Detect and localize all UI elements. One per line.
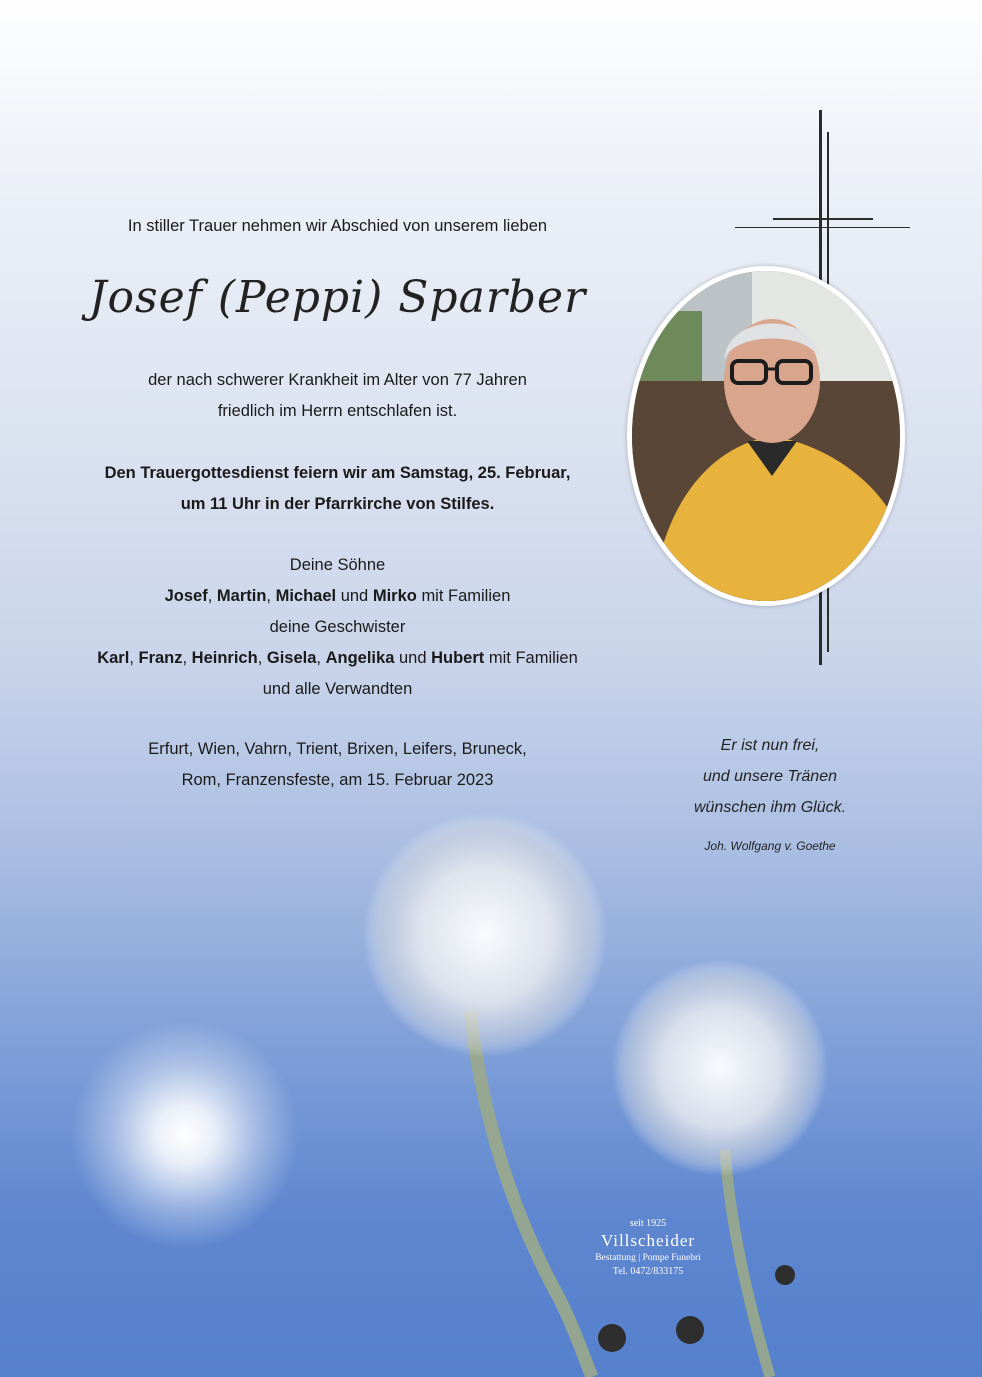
sons-heading: Deine Söhne (289, 556, 386, 574)
service-line-1: Den Trauergottesdienst feiern wir am Samstag, 25. Februar, (104, 464, 571, 482)
logo-brand: Villscheider (600, 1231, 696, 1250)
relatives-line: und alle Verwandten (262, 680, 413, 698)
intro-line: In stiller Trauer nehmen wir Abschied von unserem lieben (127, 217, 548, 235)
siblings-line: Karl, Franz, Heinrich, Gisela, Angelika und Hubert mit Familien (97, 649, 578, 667)
quote-line-1: Er ist nun frei, (720, 737, 820, 754)
sibling-name: Karl (97, 649, 130, 667)
quote (660, 730, 880, 823)
service-text (60, 458, 615, 520)
with-families: mit Familien (421, 587, 511, 605)
son-name: Martin (216, 587, 267, 605)
portrait-illustration (632, 271, 900, 601)
sibling-name: Franz (138, 649, 183, 667)
sibling-name: Gisela (266, 649, 317, 667)
sibling-name: Hubert (431, 649, 485, 667)
places-date (60, 734, 615, 796)
places-line-1: Erfurt, Wien, Vahrn, Trient, Brixen, Leifers, Bruneck, (148, 740, 527, 758)
siblings-heading: deine Geschwister (269, 618, 406, 636)
and-word: und (340, 587, 369, 605)
son-name: Josef (164, 587, 208, 605)
and-word: und (398, 649, 427, 667)
logo-since: seit 1925 (629, 1218, 667, 1229)
cross-bar-thin (735, 227, 910, 228)
deceased-name: Josef (Peppi) Sparber (88, 272, 587, 323)
son-name: Michael (275, 587, 337, 605)
portrait-photo (627, 266, 905, 606)
age-line-2: friedlich im Herrn entschlafen ist. (217, 402, 458, 420)
logo-subtitle: Bestattung | Pompe Funebri (595, 1253, 701, 1263)
sibling-name: Heinrich (191, 649, 258, 667)
family-list (60, 550, 615, 705)
sons-line: Josef, Martin, Michael und Mirko mit Familien (164, 587, 511, 605)
logo-phone: Tel. 0472/833175 (612, 1266, 684, 1277)
sibling-name: Angelika (325, 649, 395, 667)
funeral-home-logo (568, 1218, 728, 1279)
age-line-1: der nach schwerer Krankheit im Alter von 77 Jahren (148, 371, 527, 389)
places-line-2: Rom, Franzensfeste, am 15. Februar 2023 (181, 771, 494, 789)
age-text (60, 365, 615, 427)
with-families: mit Familien (488, 649, 578, 667)
quote-line-3: wünschen ihm Glück. (693, 799, 847, 816)
service-line-2: um 11 Uhr in der Pfarrkirche von Stilfes. (180, 495, 495, 513)
quote-line-2: und unsere Tränen (702, 768, 837, 785)
quote-author: Joh. Wolfgang v. Goethe (704, 839, 836, 853)
son-name: Mirko (372, 587, 417, 605)
cross-bar (773, 218, 873, 220)
